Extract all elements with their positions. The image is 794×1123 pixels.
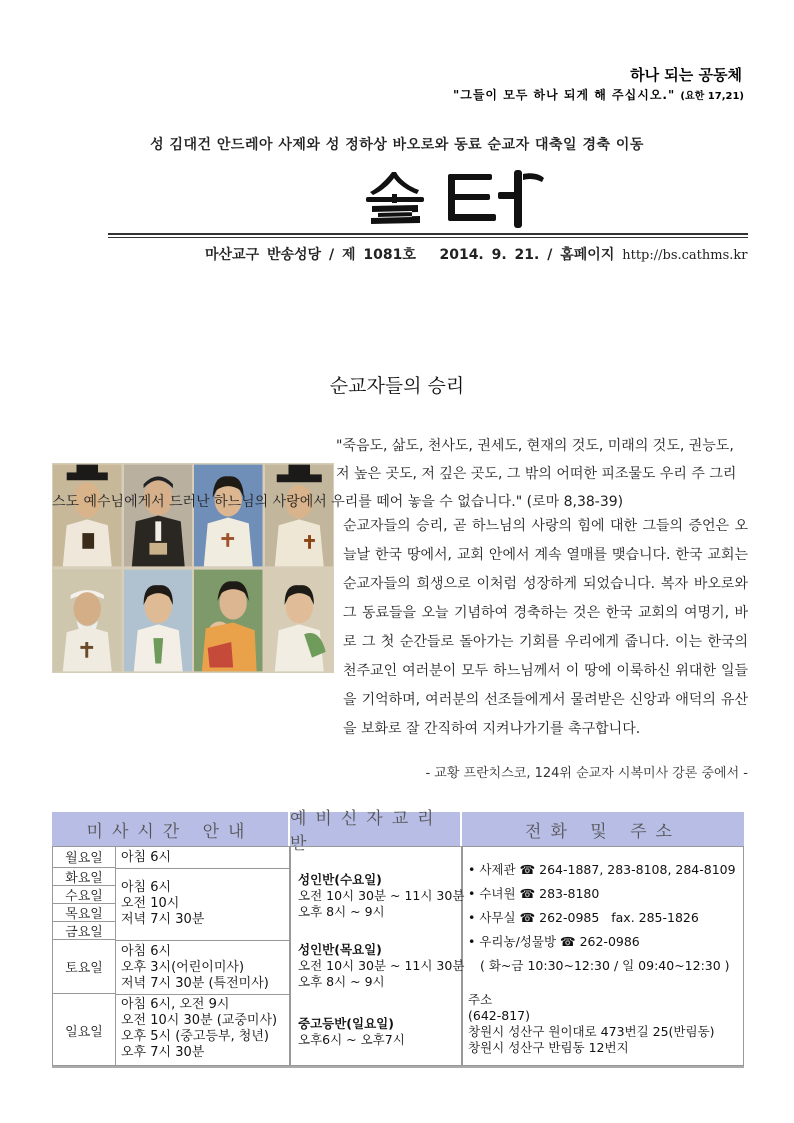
mass-time-line: 아침 6시 bbox=[121, 880, 172, 895]
address-line: 창원시 성산구 반림동 12번지 bbox=[468, 1040, 629, 1055]
contact-item bbox=[468, 930, 736, 954]
address-zip: (642-817) bbox=[468, 1008, 530, 1023]
contact-label: 사무실 bbox=[479, 910, 516, 925]
issue-line bbox=[205, 244, 748, 264]
contact-item bbox=[468, 858, 736, 882]
catechism-time: 오후 8시 ~ 9시 bbox=[298, 974, 385, 989]
phone-icon: ☎ bbox=[519, 862, 536, 877]
catechism-time: 오후 8시 ~ 9시 bbox=[298, 904, 385, 919]
masthead-calligraphy bbox=[362, 168, 602, 230]
mass-time-line: 저녁 7시 30분 bbox=[121, 912, 205, 927]
contact-label: 우리농/성물방 bbox=[479, 934, 557, 949]
mass-time-line: 오후 5시 (중고등부, 청년) bbox=[121, 1029, 269, 1044]
day-tuesday: 화요일 bbox=[52, 868, 116, 886]
header-mass-times: 미사시간 안내 bbox=[52, 812, 288, 846]
day-sunday: 일요일 bbox=[65, 1024, 103, 1040]
bullet: • bbox=[468, 910, 476, 925]
contact-item bbox=[468, 882, 736, 906]
mass-time-monday: 아침 6시 bbox=[121, 850, 172, 865]
mass-time-line: 저녁 7시 30분 (특전미사) bbox=[121, 976, 269, 991]
masthead-rule-thin bbox=[108, 237, 748, 238]
address-line: 창원시 성산구 원이대로 473번길 25(반림동) bbox=[468, 1024, 715, 1039]
scripture-quote-text: "죽음도, 삶도, 천사도, 권세도, 현재의 것도, 미래의 것도, 권능도, 저 높은 곳도, 저 깊은 곳도, 그 밖의 어떠한 피조물도 우리 주 그리스도 예수님에게서 드러난 하느님의 사랑에서 우리를 떼어 놓을 수 없습니다." (로마 8,38-39) bbox=[52, 438, 737, 510]
mass-time-saturday bbox=[121, 944, 269, 992]
catechism-group bbox=[298, 942, 464, 990]
contact-item bbox=[468, 906, 736, 930]
catechism-group bbox=[298, 1016, 405, 1048]
address-label: 주소 bbox=[468, 992, 493, 1007]
contact-phone: 264-1887, 283-8108, 284-8109 bbox=[539, 862, 736, 877]
motto-title: 하나 되는 공동체 bbox=[630, 66, 742, 84]
contact-phone: 262-0986 bbox=[579, 934, 640, 949]
separator: / bbox=[547, 247, 561, 263]
header-catechism: 예비신자교리반 bbox=[290, 812, 460, 846]
motto-quote bbox=[453, 86, 744, 103]
bullet: • bbox=[468, 862, 476, 877]
mass-time-sunday bbox=[121, 997, 277, 1061]
image-float-space bbox=[52, 432, 336, 488]
row-divider bbox=[116, 994, 290, 995]
contact-label: 사제관 bbox=[479, 862, 516, 877]
row-divider bbox=[116, 940, 290, 941]
martyr-portrait bbox=[53, 569, 122, 672]
mass-time-weekday bbox=[121, 880, 204, 928]
contact-phone: 262-0985 fax. 285-1826 bbox=[539, 910, 699, 925]
catechism-group bbox=[298, 872, 464, 920]
catechism-title: 성인반(목요일) bbox=[298, 942, 382, 957]
masthead-logo bbox=[362, 168, 602, 234]
day-thursday: 목요일 bbox=[52, 904, 116, 922]
mass-time-line: 아침 6시 bbox=[121, 944, 172, 959]
feast-line: 성 김대건 안드레아 사제와 성 정하상 바오로와 동료 순교자 대축일 경축 이동 bbox=[150, 137, 644, 153]
martyr-portrait bbox=[194, 569, 263, 672]
day-friday: 금요일 bbox=[52, 922, 116, 940]
day-wednesday: 수요일 bbox=[52, 886, 116, 904]
issue-number: 제 1081호 bbox=[341, 247, 416, 263]
parish-name: 마산교구 반송성당 bbox=[205, 247, 322, 263]
separator: / bbox=[328, 247, 342, 263]
contact-label: 수녀원 bbox=[479, 886, 516, 901]
mass-time-line: 오전 10시 bbox=[121, 896, 180, 911]
catechism-title: 성인반(수요일) bbox=[298, 872, 382, 887]
martyr-portrait bbox=[124, 569, 193, 672]
mass-time-line: 오전 10시 30분 (교중미사) bbox=[121, 1013, 278, 1028]
mass-time-line: 오후 7시 30분 bbox=[121, 1045, 205, 1060]
homepage-label: 홈페이지 bbox=[560, 247, 615, 263]
phone-icon: ☎ bbox=[519, 910, 536, 925]
bullet: • bbox=[468, 934, 476, 949]
martyr-portrait bbox=[265, 569, 334, 672]
header-contact: 전화 및 주소 bbox=[462, 812, 744, 846]
motto-ref: (요한 17,21) bbox=[680, 91, 744, 102]
day-monday: 월요일 bbox=[52, 846, 116, 868]
motto-quote-text: "그들이 모두 하나 되게 해 주십시오." bbox=[452, 88, 676, 102]
article-title: 순교자들의 승리 bbox=[329, 375, 465, 397]
issue-date: 2014. 9. 21. bbox=[439, 247, 540, 263]
article-source: - 교황 프란치스코, 124위 순교자 시복미사 강론 중에서 - bbox=[425, 766, 748, 781]
masthead-rule bbox=[108, 233, 748, 235]
catechism-time: 오전 10시 30분 ~ 11시 30분 bbox=[298, 958, 465, 973]
table-bottom-rule bbox=[52, 1066, 744, 1068]
contact-phone: 283-8180 bbox=[539, 886, 600, 901]
mass-time-line: 아침 6시, 오전 9시 bbox=[121, 997, 230, 1012]
address-block bbox=[468, 992, 715, 1056]
bullet: • bbox=[468, 886, 476, 901]
mass-time-line: 오후 3시(어린이미사) bbox=[121, 960, 245, 975]
office-hours: ( 화~금 10:30~12:30 / 일 09:40~12:30 ) bbox=[480, 958, 730, 973]
catechism-time: 오후6시 ~ 오후7시 bbox=[298, 1032, 405, 1047]
phone-icon: ☎ bbox=[560, 934, 576, 949]
catechism-time: 오전 10시 30분 ~ 11시 30분 bbox=[298, 888, 465, 903]
article-body: 순교자들의 승리, 곧 하느님의 사랑의 힘에 대한 그들의 증언은 오늘날 한국 땅에서, 교회 안에서 계속 열매를 맺습니다. 한국 교회는 순교자들의 희생으로 이처럼 성장하게 되었습니다. 복자 바오로와 그 동료들을 오늘 기념하여 경축하는 것은 한국 교회의 여명기, 바로 그 첫 순간들로 돌아가는 기회를 우리에게 줍니다. 이는 한국의 천주교인 여러분이 모두 하느님께서 이 땅에 이룩하신 위대한 일들을 기억하며, 여러분의 선조들에게서 물려받은 신앙과 애덕의 유산을 보화로 잘 간직하여 지켜나가기를 촉구합니다. bbox=[343, 518, 748, 737]
contact-list bbox=[468, 858, 736, 978]
scripture-quote bbox=[52, 432, 748, 516]
catechism-title: 중고등반(일요일) bbox=[298, 1016, 394, 1031]
row-divider bbox=[116, 868, 290, 869]
day-saturday: 토요일 bbox=[52, 940, 116, 994]
homepage-link[interactable]: http://bs.cathms.kr bbox=[622, 248, 748, 263]
phone-icon: ☎ bbox=[519, 886, 536, 901]
